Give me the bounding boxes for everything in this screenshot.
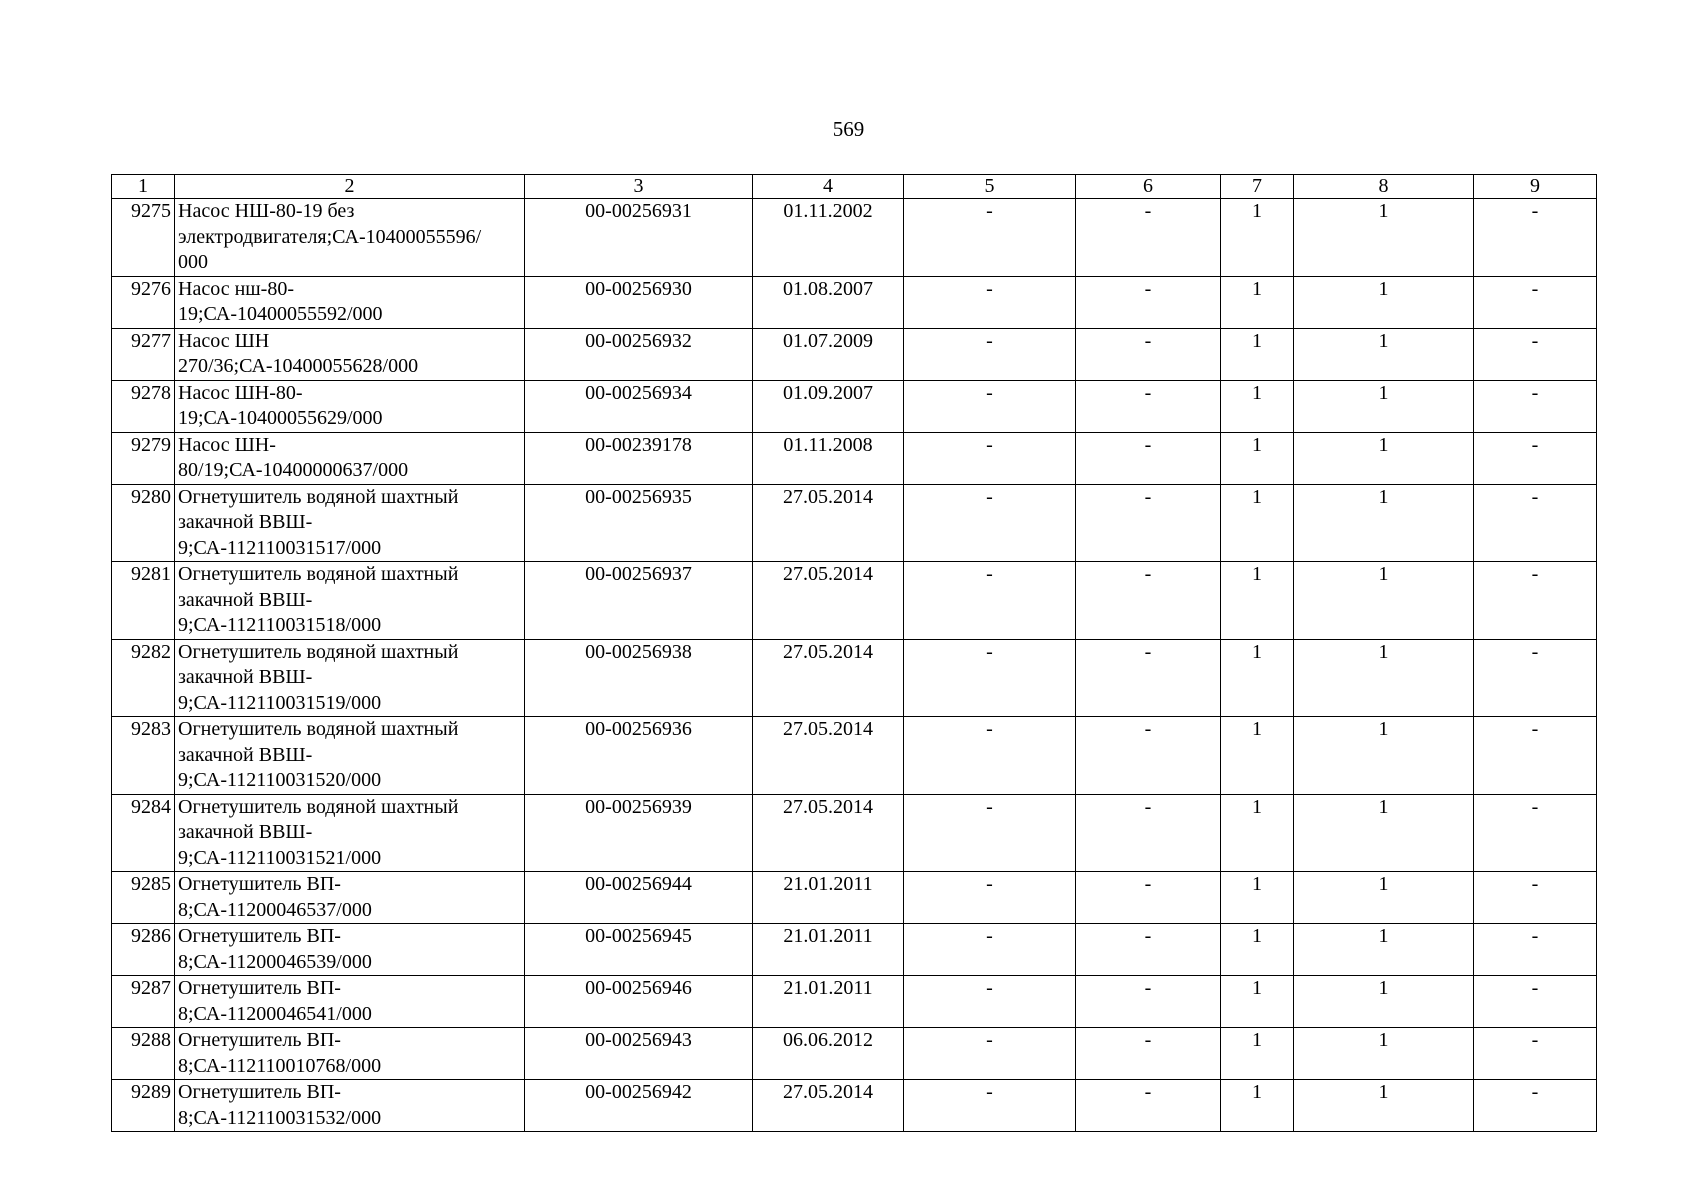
row-number-cell: 9285	[112, 872, 175, 924]
inventory-code-cell: 00-00256939	[525, 794, 753, 872]
item-name-line: 8;СА-11200046539/000	[178, 950, 372, 973]
item-name-line: Огнетушитель ВП-	[178, 977, 341, 999]
item-name-line: 9;СА-112110031519/000	[178, 691, 382, 714]
item-name-line: электродвигателя;СА-10400055596/	[178, 225, 482, 248]
table-row	[112, 976, 1597, 1028]
table-row	[112, 639, 1597, 717]
column-9-cell: -	[1474, 794, 1597, 872]
column-9-cell: -	[1474, 1080, 1597, 1132]
column-6-cell: -	[1076, 380, 1221, 432]
item-name-line: закачной ВВШ-	[178, 588, 313, 611]
date-cell: 06.06.2012	[753, 1028, 904, 1080]
inventory-code-cell: 00-00256943	[525, 1028, 753, 1080]
column-6-cell: -	[1076, 976, 1221, 1028]
row-number-cell: 9281	[112, 562, 175, 640]
date-cell: 01.11.2002	[753, 199, 904, 277]
column-7-cell: 1	[1221, 794, 1294, 872]
inventory-code-cell: 00-00256938	[525, 639, 753, 717]
item-name-line: закачной ВВШ-	[178, 511, 313, 533]
item-name-line: 9;СА-112110031517/000	[178, 536, 382, 559]
row-number-cell: 9288	[112, 1028, 175, 1080]
row-number-cell: 9275	[112, 199, 175, 277]
table-row	[112, 794, 1597, 872]
item-name-line: 270/36;СА-10400055628/000	[178, 355, 419, 377]
column-6-cell: -	[1076, 1028, 1221, 1080]
item-name-line: Огнетушитель ВП-	[178, 1081, 341, 1103]
item-name-line: Огнетушитель водяной шахтный	[178, 718, 459, 740]
row-number-cell: 9283	[112, 717, 175, 795]
date-cell: 27.05.2014	[753, 717, 904, 795]
table-row	[112, 380, 1597, 432]
column-header-4: 4	[753, 175, 904, 199]
item-name-line: 9;СА-112110031520/000	[178, 769, 382, 791]
column-5-cell: -	[904, 484, 1076, 562]
table-row	[112, 924, 1597, 976]
inventory-code-cell: 00-00239178	[525, 432, 753, 484]
inventory-code-cell: 00-00256931	[525, 199, 753, 277]
item-name-cell	[175, 380, 525, 432]
inventory-code-cell: 00-00256936	[525, 717, 753, 795]
column-7-cell: 1	[1221, 432, 1294, 484]
item-name-cell	[175, 1080, 525, 1132]
item-name-line: Насос нш-80-	[178, 277, 294, 300]
date-cell: 27.05.2014	[753, 794, 904, 872]
date-cell: 21.01.2011	[753, 872, 904, 924]
column-5-cell: -	[904, 872, 1076, 924]
column-8-cell: 1	[1294, 562, 1474, 640]
item-name-line: Огнетушитель водяной шахтный	[178, 485, 459, 508]
item-name-line: 19;СА-10400055629/000	[178, 407, 383, 429]
table-row	[112, 1080, 1597, 1132]
item-name-line: Насос ШН	[178, 329, 270, 352]
column-7-cell: 1	[1221, 484, 1294, 562]
column-header-3: 3	[525, 175, 753, 199]
column-6-cell: -	[1076, 717, 1221, 795]
item-name-cell	[175, 328, 525, 380]
row-number-cell: 9279	[112, 432, 175, 484]
table-row	[112, 199, 1597, 277]
column-7-cell: 1	[1221, 276, 1294, 328]
inventory-code-cell: 00-00256932	[525, 328, 753, 380]
table-row	[112, 276, 1597, 328]
row-number-cell: 9286	[112, 924, 175, 976]
item-name-line: Насос ШН-	[178, 433, 276, 456]
column-6-cell: -	[1076, 276, 1221, 328]
date-cell: 21.01.2011	[753, 976, 904, 1028]
column-7-cell: 1	[1221, 976, 1294, 1028]
item-name-line: 9;СА-112110031518/000	[178, 614, 382, 636]
column-9-cell: -	[1474, 924, 1597, 976]
column-5-cell: -	[904, 794, 1076, 872]
column-header-9: 9	[1474, 175, 1597, 199]
table-row	[112, 562, 1597, 640]
item-name-line: Огнетушитель ВП-	[178, 925, 341, 947]
column-5-cell: -	[904, 432, 1076, 484]
item-name-line: 8;СА-112110031532/000	[178, 1106, 382, 1129]
item-name-line: 8;СА-11200046537/000	[178, 898, 372, 921]
column-8-cell: 1	[1294, 432, 1474, 484]
table-row	[112, 484, 1597, 562]
register-table	[111, 174, 1597, 1132]
column-8-cell: 1	[1294, 717, 1474, 795]
table-row	[112, 717, 1597, 795]
row-number-cell: 9282	[112, 639, 175, 717]
column-6-cell: -	[1076, 562, 1221, 640]
column-8-cell: 1	[1294, 484, 1474, 562]
column-8-cell: 1	[1294, 976, 1474, 1028]
item-name-cell	[175, 794, 525, 872]
item-name-cell	[175, 276, 525, 328]
item-name-cell	[175, 872, 525, 924]
header-row	[112, 175, 1597, 199]
column-9-cell: -	[1474, 484, 1597, 562]
item-name-line: Насос НШ-80-19 без	[178, 200, 355, 222]
table-body	[112, 199, 1597, 1132]
column-6-cell: -	[1076, 872, 1221, 924]
item-name-line: 80/19;СА-10400000637/000	[178, 459, 409, 481]
column-7-cell: 1	[1221, 328, 1294, 380]
inventory-code-cell: 00-00256935	[525, 484, 753, 562]
column-7-cell: 1	[1221, 1028, 1294, 1080]
item-name-line: Огнетушитель ВП-	[178, 1029, 341, 1051]
column-8-cell: 1	[1294, 872, 1474, 924]
item-name-line: 8;СА-11200046541/000	[178, 1002, 372, 1025]
row-number-cell: 9289	[112, 1080, 175, 1132]
column-5-cell: -	[904, 328, 1076, 380]
row-number-cell: 9278	[112, 380, 175, 432]
column-9-cell: -	[1474, 276, 1597, 328]
table-row	[112, 1028, 1597, 1080]
date-cell: 01.11.2008	[753, 432, 904, 484]
column-5-cell: -	[904, 924, 1076, 976]
inventory-code-cell: 00-00256945	[525, 924, 753, 976]
column-9-cell: -	[1474, 976, 1597, 1028]
column-6-cell: -	[1076, 328, 1221, 380]
column-7-cell: 1	[1221, 639, 1294, 717]
column-8-cell: 1	[1294, 924, 1474, 976]
item-name-cell	[175, 562, 525, 640]
column-8-cell: 1	[1294, 380, 1474, 432]
column-8-cell: 1	[1294, 199, 1474, 277]
column-header-7: 7	[1221, 175, 1294, 199]
column-header-1: 1	[112, 175, 175, 199]
item-name-line: 8;СА-112110010768/000	[178, 1054, 382, 1077]
column-5-cell: -	[904, 976, 1076, 1028]
column-header-6: 6	[1076, 175, 1221, 199]
row-number-cell: 9287	[112, 976, 175, 1028]
column-7-cell: 1	[1221, 717, 1294, 795]
column-8-cell: 1	[1294, 1028, 1474, 1080]
column-6-cell: -	[1076, 432, 1221, 484]
column-9-cell: -	[1474, 872, 1597, 924]
column-5-cell: -	[904, 639, 1076, 717]
column-9-cell: -	[1474, 1028, 1597, 1080]
inventory-code-cell: 00-00256946	[525, 976, 753, 1028]
column-6-cell: -	[1076, 199, 1221, 277]
item-name-cell	[175, 976, 525, 1028]
column-5-cell: -	[904, 562, 1076, 640]
column-9-cell: -	[1474, 380, 1597, 432]
date-cell: 01.08.2007	[753, 276, 904, 328]
column-9-cell: -	[1474, 639, 1597, 717]
item-name-line: 000	[178, 251, 208, 273]
column-5-cell: -	[904, 276, 1076, 328]
date-cell: 27.05.2014	[753, 639, 904, 717]
column-5-cell: -	[904, 380, 1076, 432]
table-row	[112, 328, 1597, 380]
item-name-line: Насос ШН-80-	[178, 381, 303, 404]
item-name-line: Огнетушитель водяной шахтный	[178, 795, 459, 818]
column-6-cell: -	[1076, 639, 1221, 717]
item-name-cell	[175, 924, 525, 976]
date-cell: 27.05.2014	[753, 562, 904, 640]
column-8-cell: 1	[1294, 328, 1474, 380]
item-name-cell	[175, 639, 525, 717]
column-9-cell: -	[1474, 717, 1597, 795]
row-number-cell: 9277	[112, 328, 175, 380]
column-6-cell: -	[1076, 794, 1221, 872]
column-7-cell: 1	[1221, 924, 1294, 976]
item-name-line: 9;СА-112110031521/000	[178, 846, 382, 869]
item-name-line: Огнетушитель водяной шахтный	[178, 563, 459, 585]
column-5-cell: -	[904, 1028, 1076, 1080]
column-5-cell: -	[904, 717, 1076, 795]
item-name-line: Огнетушитель водяной шахтный	[178, 640, 459, 663]
column-header-5: 5	[904, 175, 1076, 199]
column-6-cell: -	[1076, 1080, 1221, 1132]
date-cell: 27.05.2014	[753, 1080, 904, 1132]
inventory-code-cell: 00-00256930	[525, 276, 753, 328]
date-cell: 21.01.2011	[753, 924, 904, 976]
column-7-cell: 1	[1221, 199, 1294, 277]
column-8-cell: 1	[1294, 1080, 1474, 1132]
date-cell: 01.09.2007	[753, 380, 904, 432]
column-8-cell: 1	[1294, 276, 1474, 328]
column-7-cell: 1	[1221, 1080, 1294, 1132]
date-cell: 27.05.2014	[753, 484, 904, 562]
column-header-8: 8	[1294, 175, 1474, 199]
row-number-cell: 9280	[112, 484, 175, 562]
table-row	[112, 432, 1597, 484]
row-number-cell: 9276	[112, 276, 175, 328]
item-name-cell	[175, 199, 525, 277]
column-5-cell: -	[904, 1080, 1076, 1132]
column-9-cell: -	[1474, 199, 1597, 277]
column-header-2: 2	[175, 175, 525, 199]
inventory-code-cell: 00-00256944	[525, 872, 753, 924]
item-name-line: закачной ВВШ-	[178, 666, 313, 688]
column-5-cell: -	[904, 199, 1076, 277]
row-number-cell: 9284	[112, 794, 175, 872]
item-name-cell	[175, 484, 525, 562]
table-row	[112, 872, 1597, 924]
column-7-cell: 1	[1221, 872, 1294, 924]
item-name-line: закачной ВВШ-	[178, 821, 313, 843]
item-name-line: 19;СА-10400055592/000	[178, 303, 383, 325]
item-name-line: Огнетушитель ВП-	[178, 873, 341, 895]
column-8-cell: 1	[1294, 794, 1474, 872]
inventory-code-cell: 00-00256937	[525, 562, 753, 640]
column-7-cell: 1	[1221, 562, 1294, 640]
column-9-cell: -	[1474, 432, 1597, 484]
column-6-cell: -	[1076, 924, 1221, 976]
inventory-code-cell: 00-00256934	[525, 380, 753, 432]
column-9-cell: -	[1474, 328, 1597, 380]
inventory-code-cell: 00-00256942	[525, 1080, 753, 1132]
page-number: 569	[832, 117, 865, 141]
column-9-cell: -	[1474, 562, 1597, 640]
date-cell: 01.07.2009	[753, 328, 904, 380]
column-7-cell: 1	[1221, 380, 1294, 432]
item-name-line: закачной ВВШ-	[178, 743, 313, 766]
column-8-cell: 1	[1294, 639, 1474, 717]
item-name-cell	[175, 432, 525, 484]
column-6-cell: -	[1076, 484, 1221, 562]
item-name-cell	[175, 717, 525, 795]
item-name-cell	[175, 1028, 525, 1080]
